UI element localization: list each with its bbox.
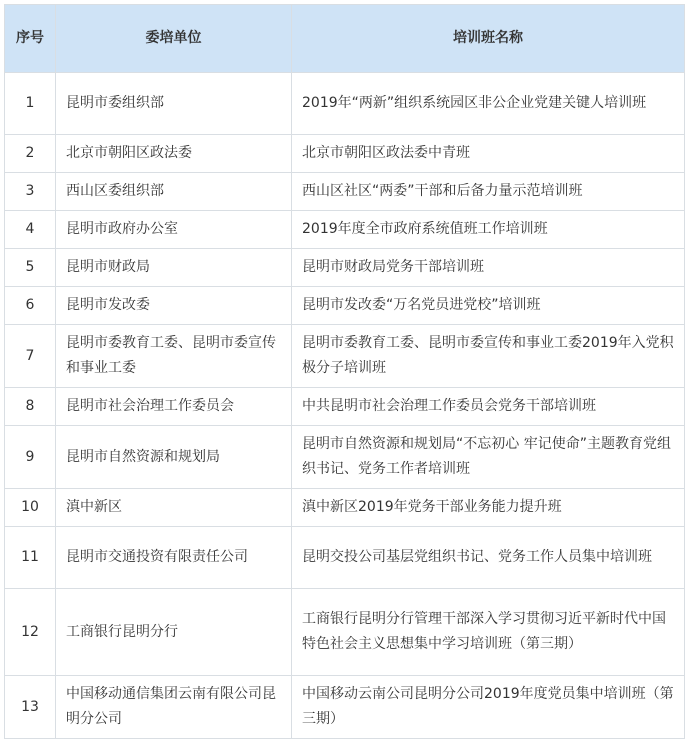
- row-num: 12: [5, 589, 56, 676]
- table-row: [5, 249, 685, 287]
- row-unit: 昆明市发改委: [56, 287, 292, 325]
- row-num: 3: [5, 173, 56, 211]
- row-unit: 昆明市政府办公室: [56, 211, 292, 249]
- row-num: 11: [5, 527, 56, 589]
- row-unit: 昆明市委组织部: [56, 73, 292, 135]
- row-course: 滇中新区2019年党务干部业务能力提升班: [292, 489, 685, 527]
- row-num: 2: [5, 135, 56, 173]
- training-table: [4, 4, 685, 739]
- row-unit: 昆明市自然资源和规划局: [56, 426, 292, 489]
- table-row: [5, 589, 685, 676]
- row-course: 昆明市委教育工委、昆明市委宣传和事业工委2019年入党积极分子培训班: [292, 325, 685, 388]
- header-course: 培训班名称: [292, 5, 685, 73]
- row-unit: 中国移动通信集团云南有限公司昆明分公司: [56, 676, 292, 739]
- row-num: 1: [5, 73, 56, 135]
- table-header-row: [5, 5, 685, 73]
- row-num: 6: [5, 287, 56, 325]
- row-num: 4: [5, 211, 56, 249]
- row-num: 10: [5, 489, 56, 527]
- header-num: 序号: [5, 5, 56, 73]
- row-course: 中国移动云南公司昆明分公司2019年度党员集中培训班（第三期）: [292, 676, 685, 739]
- table-row: [5, 135, 685, 173]
- row-num: 5: [5, 249, 56, 287]
- table-row: [5, 287, 685, 325]
- row-unit: 北京市朝阳区政法委: [56, 135, 292, 173]
- row-num: 9: [5, 426, 56, 489]
- row-num: 8: [5, 388, 56, 426]
- table-row: [5, 426, 685, 489]
- table-row: [5, 388, 685, 426]
- row-unit: 滇中新区: [56, 489, 292, 527]
- table-row: [5, 489, 685, 527]
- row-unit: 昆明市财政局: [56, 249, 292, 287]
- table-row: [5, 527, 685, 589]
- row-num: 7: [5, 325, 56, 388]
- row-unit: 昆明市社会治理工作委员会: [56, 388, 292, 426]
- table-row: [5, 173, 685, 211]
- table-row: [5, 211, 685, 249]
- row-unit: 工商银行昆明分行: [56, 589, 292, 676]
- row-unit: 昆明市委教育工委、昆明市委宣传和事业工委: [56, 325, 292, 388]
- table-row: [5, 325, 685, 388]
- row-course: 昆明市发改委“万名党员进党校”培训班: [292, 287, 685, 325]
- header-unit: 委培单位: [56, 5, 292, 73]
- row-course: 昆明市财政局党务干部培训班: [292, 249, 685, 287]
- row-course: 昆明市自然资源和规划局“不忘初心 牢记使命”主题教育党组织书记、党务工作者培训班: [292, 426, 685, 489]
- row-course: 工商银行昆明分行管理干部深入学习贯彻习近平新时代中国特色社会主义思想集中学习培训班（第三期）: [292, 589, 685, 676]
- table-row: [5, 73, 685, 135]
- row-unit: 昆明市交通投资有限责任公司: [56, 527, 292, 589]
- row-num: 13: [5, 676, 56, 739]
- row-course: 西山区社区“两委”干部和后备力量示范培训班: [292, 173, 685, 211]
- row-course: 昆明交投公司基层党组织书记、党务工作人员集中培训班: [292, 527, 685, 589]
- row-unit: 西山区委组织部: [56, 173, 292, 211]
- row-course: 北京市朝阳区政法委中青班: [292, 135, 685, 173]
- row-course: 2019年“两新”组织系统园区非公企业党建关键人培训班: [292, 73, 685, 135]
- row-course: 中共昆明市社会治理工作委员会党务干部培训班: [292, 388, 685, 426]
- table-row: [5, 676, 685, 739]
- row-course: 2019年度全市政府系统值班工作培训班: [292, 211, 685, 249]
